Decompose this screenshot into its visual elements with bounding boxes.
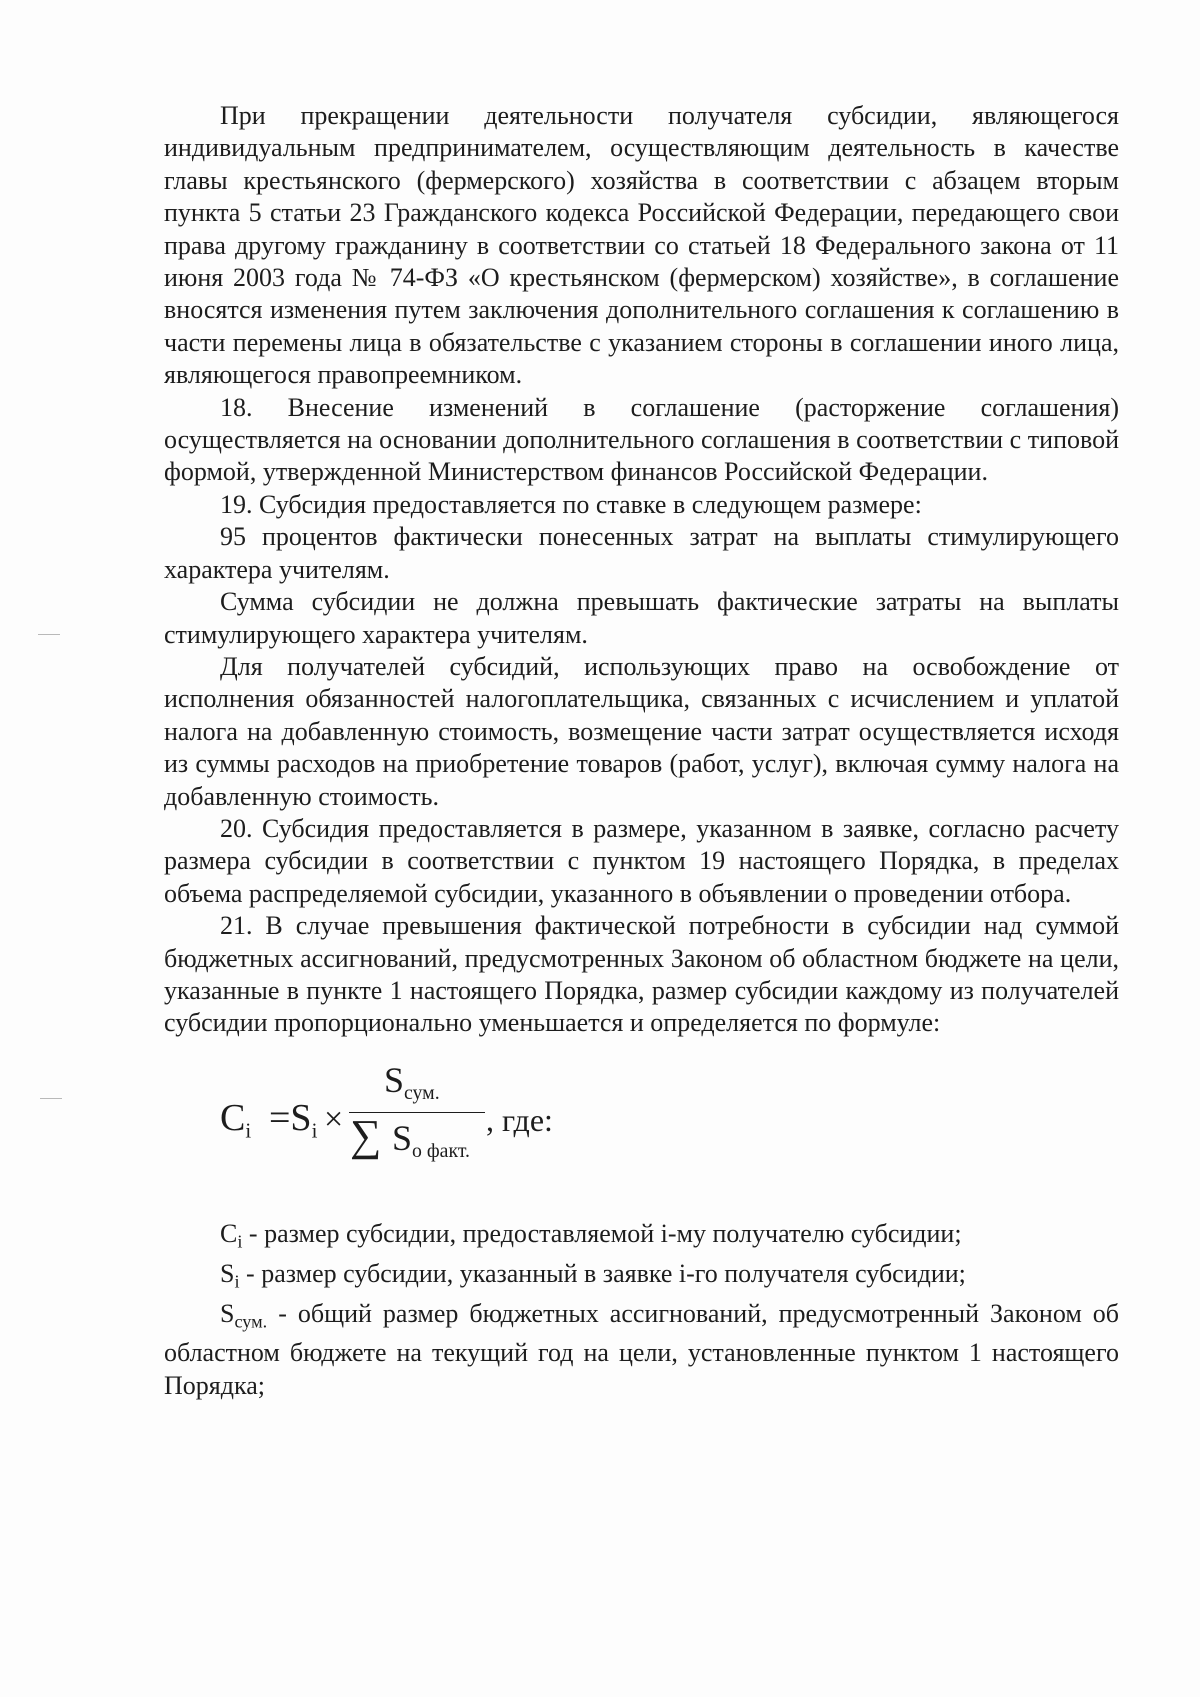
document-body [164, 100, 1119, 1402]
definition-si: $S_i$ - размер субсидии, указанный в заявке i-го получателя субсидии; [220, 1258, 966, 1292]
subsidy-formula [164, 1040, 1119, 1218]
paragraph-rate: 95 процентов фактически понесенных затрат на выплаты стимулирующего характера учителям. [164, 522, 1119, 584]
formula-sum-symbol: ∑ [350, 1110, 382, 1160]
formula-eq: $=S_i$ [269, 1096, 318, 1143]
paragraph-20: 20. Субсидия предоставляется в размере, указанном в заявке, согласно расчету размера субсидии в соответствии с пунктом 19 настоящего Порядка, в пределах объема распределяемой субсидии, указанного в объявлении о проведении отбора. [164, 813, 1119, 908]
formula-times: × [324, 1100, 344, 1138]
paragraph-vat: Для получателей субсидий, использующих право на освобождение от исполнения обязанностей налогоплательщика, связанных с исчислением и уплатой налога на добавленную стоимость, возмещение части затрат осуществляется исходя из суммы расходов на приобретение товаров (работ, услуг), включая сумму налога на добавленную стоимость. [164, 651, 1119, 811]
paragraph-19: 19. Субсидия предоставляется по ставке в следующем размере: [220, 489, 922, 519]
formula-suffix: , где: [486, 1101, 553, 1138]
formula-lhs: $C_i$ [220, 1096, 252, 1143]
paragraph-limit: Сумма субсидии не должна превышать фактические затраты на выплаты стимулирующего характера учителям. [164, 587, 1119, 649]
paragraph-18: 18. Внесение изменений в соглашение (расторжение соглашения) осуществляется на основании дополнительного соглашения в соответствии с типовой формой, утвержденной Министерством финансов Российской Федерации. [164, 392, 1119, 487]
scan-mark [40, 1098, 62, 1099]
scan-mark [38, 634, 60, 635]
definition-ssum: $S_{сум.}$ - общий размер бюджетных ассигнований, предусмотренный Законом об областном бюджете на текущий год на цели, установленные пунктом 1 настоящего Порядка; [164, 1298, 1119, 1400]
definition-ci: $C_i$ - размер субсидии, предоставляемой i-му получателю субсидии; [220, 1218, 962, 1252]
formula-numerator: $S_{сум.}$ [384, 1059, 440, 1104]
paragraph-21: 21. В случае превышения фактической потребности в субсидии над суммой бюджетных ассигнований, предусмотренных Законом об областном бюджете на цели, указанные в пункте 1 настоящего Порядка, размер субсидии каждому из получателей субсидии пропорционально уменьшается и определяется по формуле: [164, 911, 1119, 1038]
formula-denominator: $S_{о факт.}$ [392, 1117, 470, 1162]
paragraph-heir-transfer: При прекращении деятельности получателя субсидии, являющегося индивидуальным предпринимателем, осуществляющим деятельность в качестве главы крестьянского (фермерского) хозяйства в соответствии с абзацем вторым пункта 5 статьи 23 Гражданского кодекса Российской Федерации, передающего свои права другому гражданину в соответствии со статьей 18 Федерального закона от 11 июня 2003 года № 74-ФЗ «О крестьянском (фермерском) хозяйстве», в соглашение вносятся изменения путем заключения дополнительного соглашения к соглашению в части перемены лица в обязательстве с указанием стороны в соглашении иного лица, являющегося правопреемником. [164, 101, 1119, 390]
